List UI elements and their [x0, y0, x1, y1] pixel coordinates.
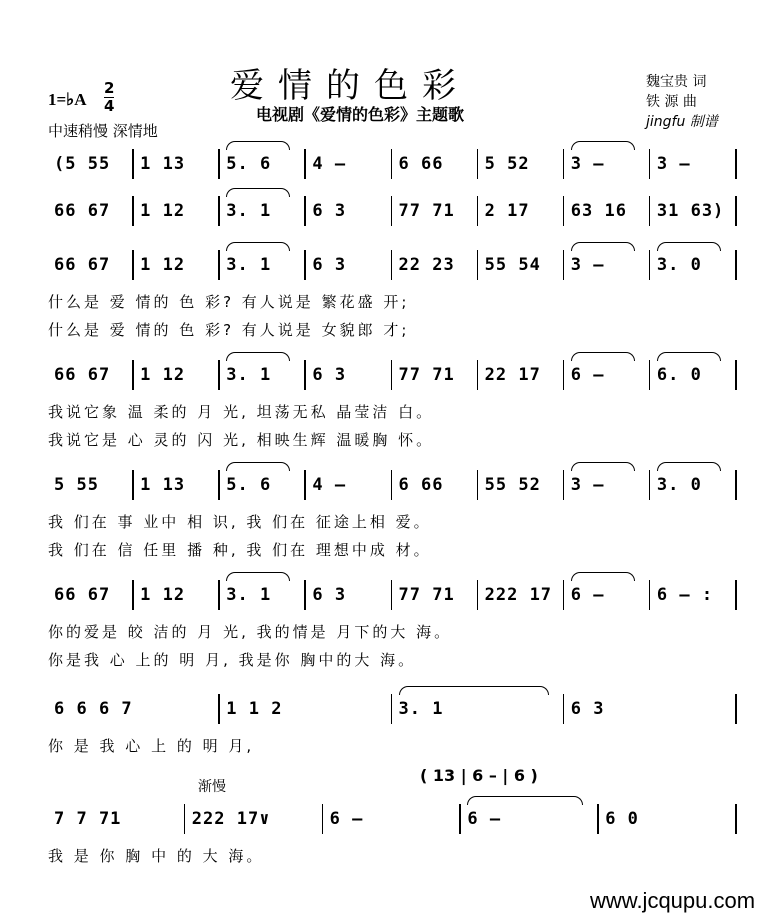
measure: 1 12: [140, 365, 186, 385]
measure: 22 23: [398, 255, 455, 275]
measure: 6 66: [398, 154, 444, 174]
measure: 1 12: [140, 255, 186, 275]
bar-line: [304, 196, 306, 226]
measure: 22 17: [484, 365, 541, 385]
bar-line: [563, 250, 565, 280]
measure: 6 66: [398, 475, 444, 495]
bar-line: [304, 470, 306, 500]
measure: 3. 0: [656, 255, 702, 275]
measure: 6 3: [570, 699, 605, 719]
lyric-line: 什么是 爱 情的 色 彩? 有人说是 繁花盛 开;: [48, 293, 410, 311]
bar-line: [218, 360, 220, 390]
measure: 77 71: [398, 365, 455, 385]
bar-line: [597, 804, 599, 834]
bar-line: [132, 470, 134, 500]
lyric-line: 你是我 心 上的 明 月, 我是你 胸中的大 海。: [48, 651, 417, 669]
measure: 6 –: [570, 585, 605, 605]
bar-line: [735, 580, 737, 610]
bar-line: [391, 470, 393, 500]
score-system: [40, 690, 740, 728]
bar-line: [132, 149, 134, 179]
bar-line: [477, 580, 479, 610]
bar-line: [477, 149, 479, 179]
slur: [657, 242, 721, 251]
measure: 3. 1: [226, 585, 272, 605]
score-system: [40, 576, 740, 614]
time-signature-top: 2: [104, 79, 115, 97]
ossia-passage: ( 13 | 6 – | 6 ): [420, 766, 538, 785]
bar-line: [132, 360, 134, 390]
score-system: [40, 356, 740, 394]
measure: 3. 1: [398, 699, 444, 719]
bar-line: [649, 360, 651, 390]
measure: 66 67: [54, 585, 111, 605]
bar-line: [649, 149, 651, 179]
slur: [226, 352, 290, 361]
measure: 6 –: [570, 365, 605, 385]
measure: 1 12: [140, 201, 186, 221]
bar-line: [649, 196, 651, 226]
measure: 1 13: [140, 154, 186, 174]
bar-line: [563, 580, 565, 610]
bar-line: [218, 694, 220, 724]
bar-line: [563, 149, 565, 179]
measure: 4 –: [312, 154, 347, 174]
lyric-line: 我说它是 心 灵的 闪 光, 相映生辉 温暖胸 怀。: [48, 431, 435, 449]
bar-line: [132, 580, 134, 610]
slur: [657, 462, 721, 471]
bar-line: [649, 250, 651, 280]
score-system: [40, 800, 740, 838]
measure: 6. 0: [656, 365, 702, 385]
bar-line: [649, 580, 651, 610]
lyric-line: 我 们在 信 任里 播 种, 我 们在 理想中成 材。: [48, 541, 432, 559]
bar-line: [391, 250, 393, 280]
lyric-line: 你 是 我 心 上 的 明 月,: [48, 737, 255, 755]
measure: 3 –: [570, 255, 605, 275]
measure: 222 17: [484, 585, 553, 605]
measure: 6 –: [467, 809, 502, 829]
score-system: [40, 466, 740, 504]
measure: 7 7 71: [54, 809, 122, 829]
measure: 1 13: [140, 475, 186, 495]
measure: 222 17∨: [191, 809, 271, 829]
bar-line: [218, 149, 220, 179]
measure: 4 –: [312, 475, 347, 495]
measure: 6 0: [605, 809, 639, 829]
bar-line: [304, 360, 306, 390]
slur: [226, 462, 290, 471]
bar-line: [735, 694, 737, 724]
bar-line: [649, 470, 651, 500]
score-system: [40, 145, 740, 183]
measure: 66 67: [54, 365, 111, 385]
measure: 5. 6: [226, 154, 272, 174]
bar-line: [218, 580, 220, 610]
bar-line: [218, 250, 220, 280]
measure: 3 –: [570, 475, 605, 495]
bar-line: [391, 149, 393, 179]
measure: 6 6 6 7: [54, 699, 133, 719]
time-signature: [104, 80, 114, 115]
slur: [226, 141, 290, 150]
measure: 3. 0: [656, 475, 702, 495]
measure: 31 63): [656, 201, 725, 221]
bar-line: [563, 360, 565, 390]
bar-line: [322, 804, 324, 834]
measure: 77 71: [398, 585, 455, 605]
bar-line: [391, 580, 393, 610]
measure: 6 3: [312, 585, 347, 605]
bar-line: [735, 360, 737, 390]
bar-line: [459, 804, 461, 834]
bar-line: [132, 250, 134, 280]
slur: [571, 242, 635, 251]
measure: 77 71: [398, 201, 455, 221]
song-subtitle: 电视剧《爱情的色彩》主题歌: [256, 105, 465, 124]
bar-line: [735, 196, 737, 226]
bar-line: [563, 196, 565, 226]
measure: 6 –: [329, 809, 364, 829]
lyric-line: 你的爱是 皎 洁的 月 光, 我的情是 月下的大 海。: [48, 623, 453, 641]
bar-line: [735, 470, 737, 500]
bar-line: [391, 360, 393, 390]
measure: 3. 1: [226, 201, 272, 221]
slur: [399, 686, 549, 695]
key-signature: 1=♭A: [48, 90, 87, 109]
lyric-line: 我说它象 温 柔的 月 光, 坦荡无私 晶莹洁 白。: [48, 403, 435, 421]
arranger: jingfu 制谱: [646, 114, 718, 130]
composer: 铁 源 曲: [646, 94, 697, 110]
lyric-line: 我 们在 事 业中 相 识, 我 们在 征途上相 爱。: [48, 513, 432, 531]
tempo-direction: 渐慢: [198, 779, 226, 795]
measure: 6 3: [312, 201, 347, 221]
song-title: 爱情的色彩: [230, 66, 470, 106]
bar-line: [391, 694, 393, 724]
bar-line: [132, 196, 134, 226]
bar-line: [304, 149, 306, 179]
score-system: [40, 246, 740, 284]
measure: 66 67: [54, 255, 111, 275]
tempo-marking: 中速稍慢 深情地: [48, 122, 158, 140]
measure: 2 17: [484, 201, 530, 221]
bar-line: [184, 804, 186, 834]
score-system: [40, 192, 740, 230]
bar-line: [218, 470, 220, 500]
watermark: www.jcqupu.com: [590, 888, 756, 913]
credits: [646, 72, 718, 132]
measure: 5 52: [484, 154, 530, 174]
measure: 3. 1: [226, 365, 272, 385]
measure: 3 –: [656, 154, 691, 174]
measure: (5 55: [54, 154, 111, 174]
measure: 5 55: [54, 475, 99, 495]
measure: 3 –: [570, 154, 605, 174]
bar-line: [735, 250, 737, 280]
bar-line: [735, 149, 737, 179]
measure: 1 1 2: [226, 699, 283, 719]
bar-line: [477, 250, 479, 280]
measure: 5. 6: [226, 475, 272, 495]
slur: [226, 188, 290, 197]
measure: 6 – :: [656, 585, 714, 605]
bar-line: [391, 196, 393, 226]
measure: 55 54: [484, 255, 541, 275]
slur: [571, 462, 635, 471]
bar-line: [563, 694, 565, 724]
measure: 66 67: [54, 201, 111, 221]
bar-line: [477, 196, 479, 226]
bar-line: [304, 250, 306, 280]
measure: 6 3: [312, 255, 347, 275]
bar-line: [477, 360, 479, 390]
measure: 1 12: [140, 585, 186, 605]
lyric-line: 我 是 你 胸 中 的 大 海。: [48, 847, 265, 865]
bar-line: [563, 470, 565, 500]
slur: [467, 796, 583, 805]
measure: 3. 1: [226, 255, 272, 275]
bar-line: [477, 470, 479, 500]
slur: [226, 572, 290, 581]
time-signature-bottom: 4: [104, 97, 115, 115]
measure: 63 16: [570, 201, 627, 221]
lyricist: 魏宝贵 词: [646, 74, 707, 90]
slur: [226, 242, 290, 251]
bar-line: [735, 804, 737, 834]
measure: 6 3: [312, 365, 347, 385]
slur: [571, 141, 635, 150]
bar-line: [304, 580, 306, 610]
bar-line: [218, 196, 220, 226]
measure: 55 52: [484, 475, 541, 495]
slur: [657, 352, 721, 361]
lyric-line: 什么是 爱 情的 色 彩? 有人说是 女貌郎 才;: [48, 321, 410, 339]
slur: [571, 572, 635, 581]
slur: [571, 352, 635, 361]
